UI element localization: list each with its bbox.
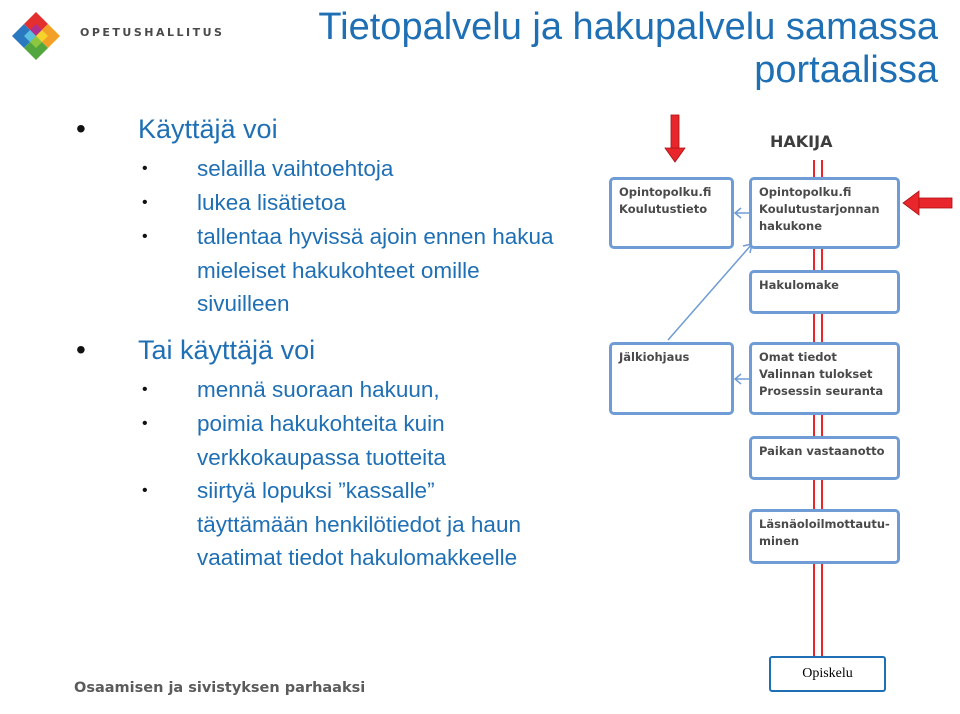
- footer-slogan: Osaamisen ja sivistyksen parhaaksi: [74, 680, 366, 696]
- section1-item: • tallentaa hyvissä ajoin ennen hakua mieleiset hakukohteet omille sivuilleen: [197, 220, 567, 321]
- box-lasnaolo: Läsnäoloilmottautu- minen: [749, 509, 900, 564]
- box-hakulomake: Hakulomake: [749, 270, 900, 314]
- section2-item: • siirtyä lopuksi ”kassalle” täyttämään henkilötiedot ja haun vaatimat tiedot hakulomakkeelle: [197, 474, 537, 575]
- section2-heading: • Tai käyttäjä voi: [138, 333, 315, 367]
- box-koulutustieto: Opintopolku.fi Koulutustieto: [609, 177, 734, 249]
- box-paikan-vastaanotto: Paikan vastaanotto: [749, 436, 900, 480]
- section2-item: • mennä suoraan hakuun,: [197, 373, 587, 407]
- red-left-arrow-icon: [903, 191, 952, 215]
- box-jalkiohjaus: Jälkiohjaus: [609, 342, 734, 415]
- diagram-title: HAKIJA: [770, 132, 833, 151]
- box-hakukone: Opintopolku.fi Koulutustarjonnan hakukone: [749, 177, 900, 249]
- page-title: Tietopalvelu ja hakupalvelu samassa portaalissa: [318, 6, 938, 91]
- logo-text: OPETUSHALLITUS: [80, 26, 225, 39]
- section1-item: • lukea lisätietoa: [197, 186, 587, 220]
- section2-item: • poimia hakukohteita kuin verkkokaupassa tuotteita: [197, 407, 527, 474]
- section1-heading: • Käyttäjä voi: [138, 112, 278, 146]
- box-opiskelu: Opiskelu: [769, 656, 886, 692]
- red-down-arrow-icon: [665, 115, 685, 162]
- box-omat-tiedot: Omat tiedot Valinnan tulokset Prosessin seuranta: [749, 342, 900, 415]
- section1-item: • selailla vaihtoehtoja: [197, 152, 587, 186]
